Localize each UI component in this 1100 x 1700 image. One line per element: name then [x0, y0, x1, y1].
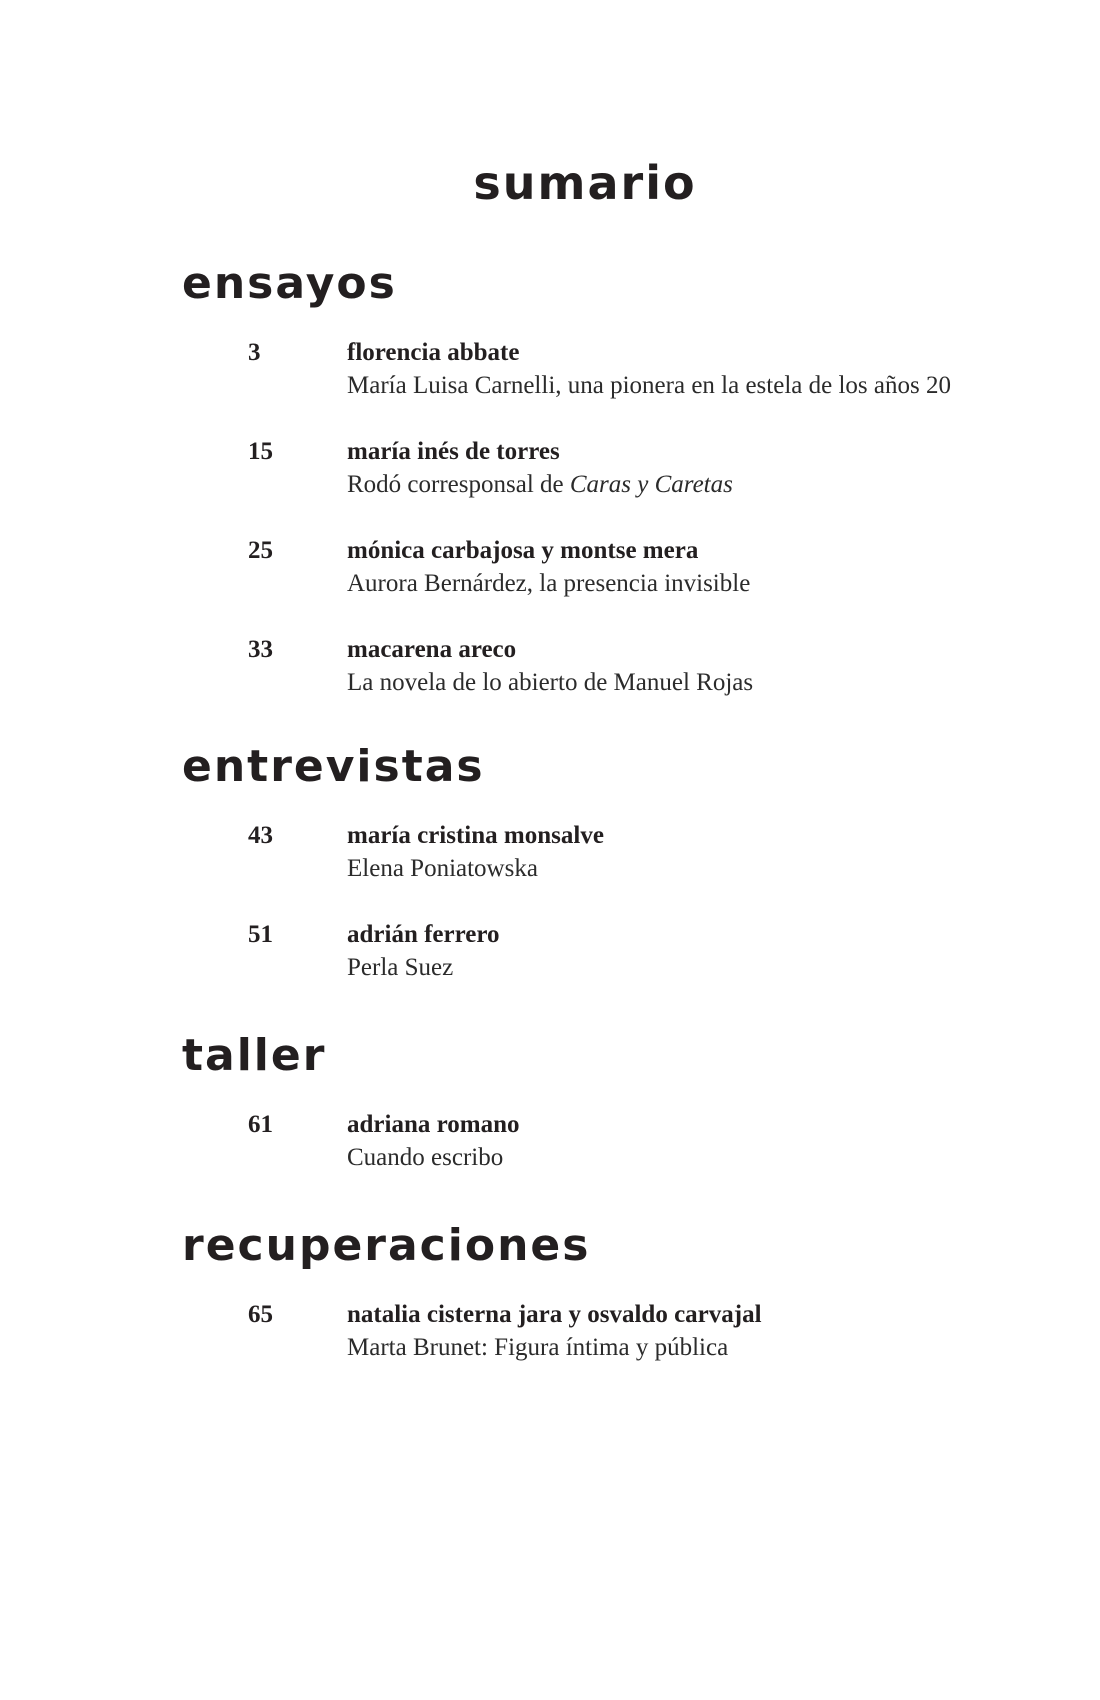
section-heading: taller: [182, 1030, 327, 1081]
entry-page-number: 25: [248, 537, 273, 564]
entry-title: Marta Brunet: Figura íntima y pública: [347, 1334, 729, 1361]
entry-page-number: 15: [248, 438, 273, 465]
entry-list: [182, 819, 1022, 984]
entry-author: natalia cisterna jara y osvaldo carvajal: [347, 1301, 762, 1328]
section-heading: recuperaciones: [182, 1220, 591, 1271]
section-ensayos: [182, 258, 1022, 732]
entry-title-prefix: Rodó corresponsal de: [347, 471, 570, 498]
toc-entry[interactable]: [182, 336, 1022, 402]
section-heading: ensayos: [182, 258, 397, 309]
entry-page-number: 65: [248, 1301, 273, 1328]
entry-author: adriana romano: [347, 1111, 520, 1138]
entry-author: adrián ferrero: [347, 921, 500, 948]
entry-page-number: 3: [248, 339, 261, 366]
toc-entry[interactable]: [182, 918, 1022, 984]
entry-title: Cuando escribo: [347, 1144, 504, 1171]
entry-page-number: 43: [248, 822, 273, 849]
section-heading: entrevistas: [182, 741, 485, 792]
entry-author: macarena areco: [347, 636, 517, 663]
toc-entry[interactable]: [182, 819, 1022, 885]
toc-entry[interactable]: [182, 1298, 1022, 1364]
entry-title-italic: Caras y Caretas: [569, 471, 733, 498]
entry-list: [182, 1298, 1022, 1364]
toc-entry[interactable]: [182, 435, 1022, 501]
entry-title: Perla Suez: [347, 954, 454, 981]
toc-entry[interactable]: [182, 1108, 1022, 1174]
entry-page-number: 51: [248, 921, 273, 948]
entry-list: [182, 336, 1022, 699]
entry-title: Elena Poniatowska: [347, 855, 538, 882]
entry-author: maría cristina monsalve: [347, 822, 604, 849]
entry-list: [182, 1108, 1022, 1174]
section-taller: [182, 1030, 1022, 1207]
page-title: sumario: [473, 156, 697, 210]
entry-author: mónica carbajosa y montse mera: [347, 537, 699, 564]
entry-title: Aurora Bernárdez, la presencia invisible: [347, 570, 751, 597]
toc-entry[interactable]: [182, 534, 1022, 600]
entry-author: florencia abbate: [347, 339, 520, 366]
toc-entry[interactable]: [182, 633, 1022, 699]
entry-author: maría inés de torres: [347, 438, 560, 465]
section-entrevistas: [182, 741, 1022, 1017]
entry-title: [347, 468, 733, 501]
entry-title: María Luisa Carnelli, una pionera en la estela de los años 20: [347, 372, 951, 399]
entry-title: La novela de lo abierto de Manuel Rojas: [347, 669, 754, 696]
section-recuperaciones: [182, 1220, 1022, 1397]
entry-page-number: 61: [248, 1111, 273, 1138]
entry-page-number: 33: [248, 636, 273, 663]
